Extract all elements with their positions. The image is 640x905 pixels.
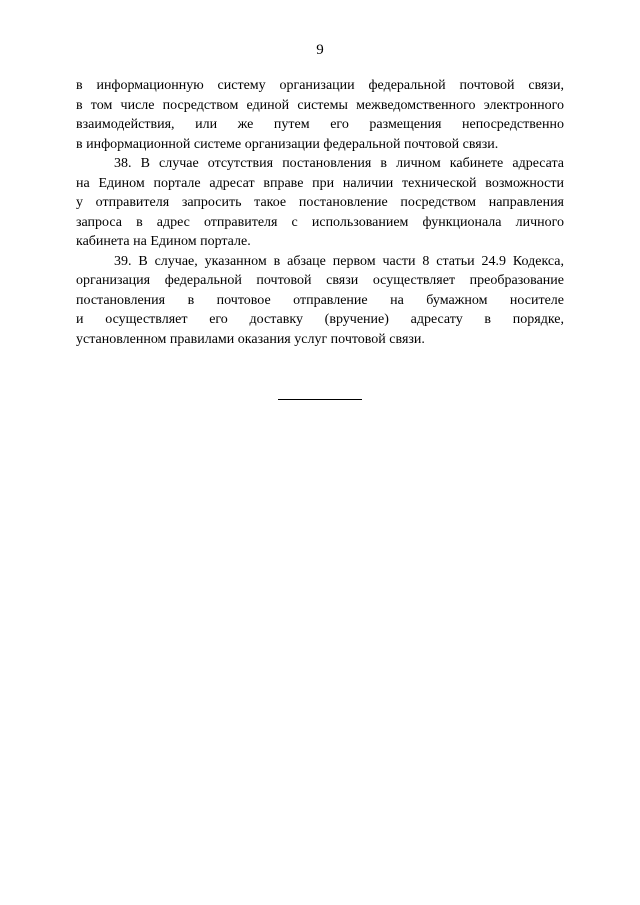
text-line: запроса в адрес отправителя с использованием функционала личного — [76, 214, 564, 230]
end-divider — [278, 399, 362, 400]
paragraph-item-39 — [76, 252, 564, 350]
text-line: у отправителя запросить такое постановление посредством направления — [76, 195, 564, 210]
document-body — [76, 76, 564, 349]
page-number: 9 — [316, 42, 324, 58]
text-line: взаимодействия, или же путем его размещения непосредственно — [76, 117, 564, 132]
paragraph-item-38 — [76, 154, 564, 252]
text-line: и осуществляет его доставку (вручение) адресату в порядке, — [76, 312, 564, 327]
text-line: организация федеральной почтовой связи осуществляет преобразование — [76, 273, 564, 288]
text-line: установленном правилами оказания услуг почтовой связи. — [76, 331, 425, 347]
text-line: на Едином портале адресат вправе при наличии технической возможности — [76, 175, 564, 191]
paragraph-continuation — [76, 76, 564, 154]
text-line: 38. В случае отсутствия постановления в личном кабинете адресата — [114, 156, 564, 171]
text-line: кабинета на Едином портале. — [76, 234, 251, 249]
text-line: в информационной системе организации федеральной почтовой связи. — [76, 136, 499, 152]
text-line: в том числе посредством единой системы межведомственного электронного — [76, 97, 564, 113]
text-line: постановления в почтовое отправление на бумажном носителе — [76, 292, 564, 308]
text-line: 39. В случае, указанном в абзаце первом части 8 статьи 24.9 Кодекса, — [114, 253, 564, 269]
text-line: в информационную систему организации федеральной почтовой связи, — [76, 78, 564, 93]
